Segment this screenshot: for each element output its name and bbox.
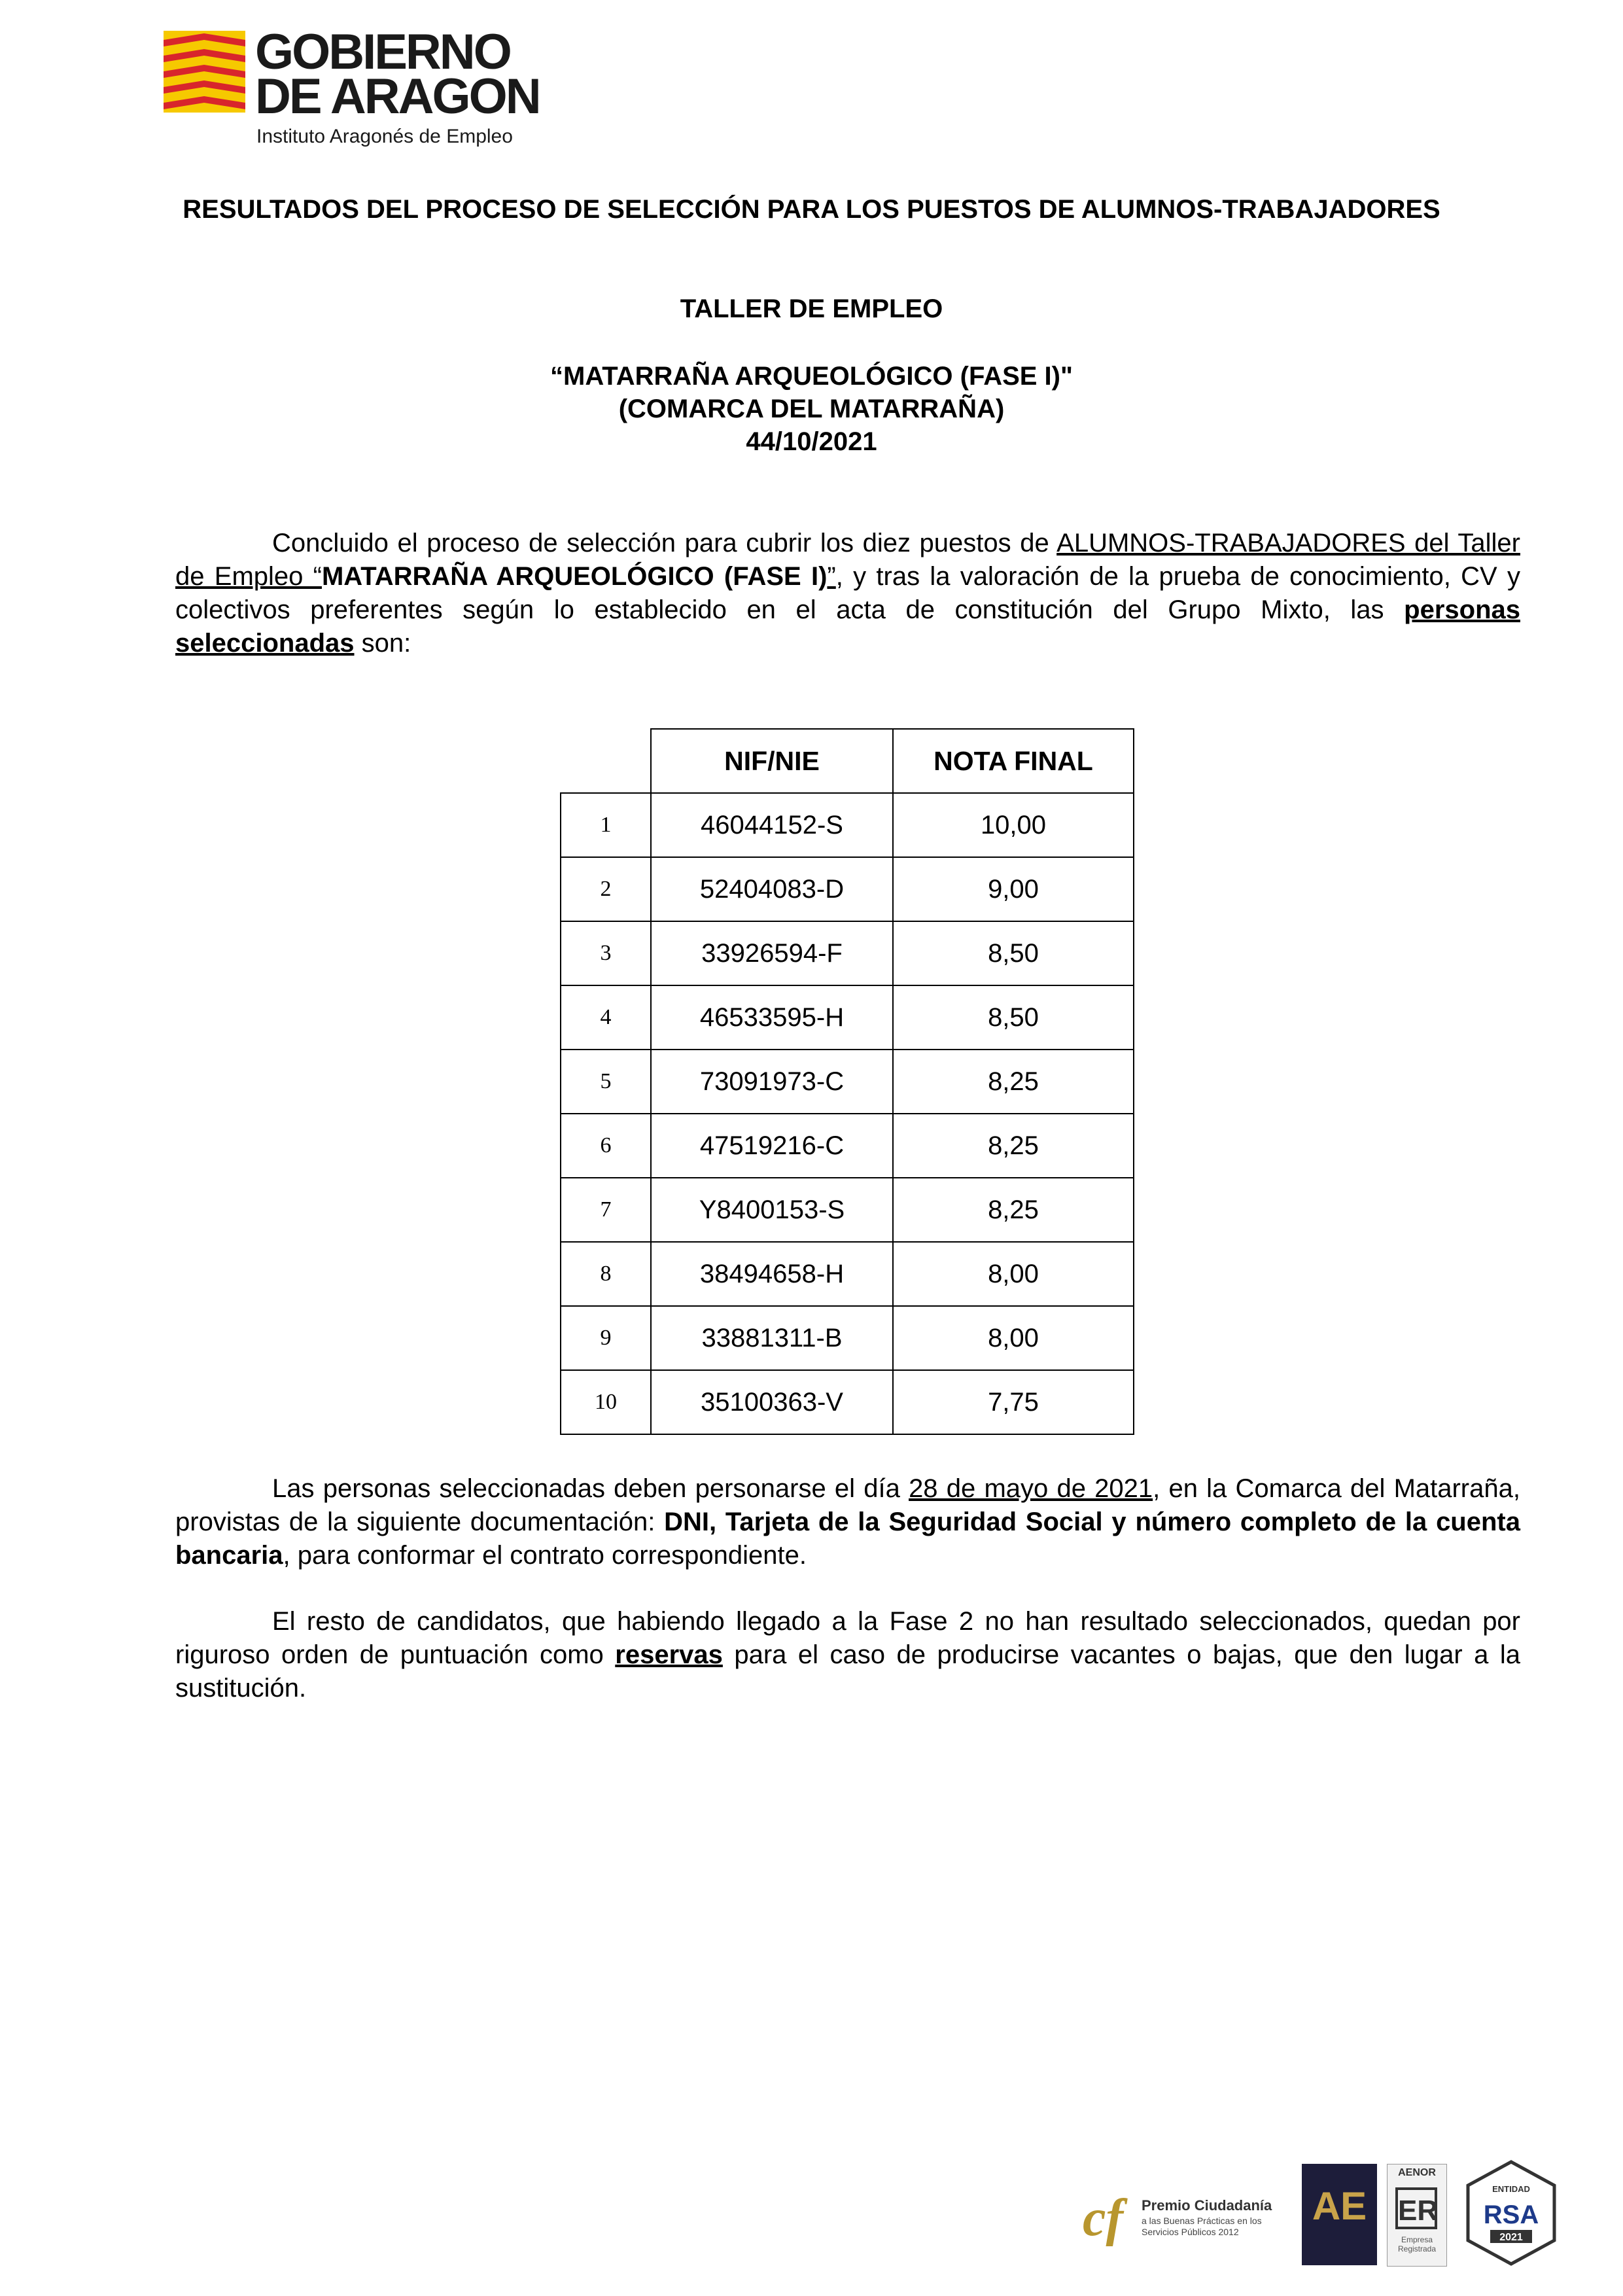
intro-selected-people: personas seleccionadas xyxy=(175,595,1520,658)
premio-subtitle: a las Buenas Prácticas en los Servicios Públicos 2012 xyxy=(1142,2216,1262,2237)
table-row xyxy=(561,857,1134,921)
row-number: 7 xyxy=(561,1178,651,1242)
row-nota: 9,00 xyxy=(893,857,1134,921)
program-type: TALLER DE EMPLEO xyxy=(680,294,943,323)
table-header-empty xyxy=(561,729,651,793)
row-nota: 8,50 xyxy=(893,921,1134,985)
rsa-year: 2021 xyxy=(1499,2232,1523,2243)
row-number: 6 xyxy=(561,1114,651,1178)
required-documents: DNI, Tarjeta de la Seguridad Social y número completo de la cuenta bancaria xyxy=(175,1508,1520,1570)
results-table xyxy=(560,728,1134,1435)
region: (COMARCA DEL MATARRAÑA) xyxy=(618,395,1005,423)
table-header-nif: NIF/NIE xyxy=(651,729,893,793)
row-nota: 8,25 xyxy=(893,1050,1134,1114)
table-row xyxy=(561,1050,1134,1114)
row-nota: 8,25 xyxy=(893,1114,1134,1178)
intro-project-bold: MATARRAÑA ARQUEOLÓGICO (FASE I) xyxy=(321,562,828,591)
table-row xyxy=(561,1306,1134,1370)
row-nota: 8,00 xyxy=(893,1242,1134,1306)
premio-ciudadania-logo xyxy=(1083,2189,1292,2251)
intro-text-1: Concluido el proceso de selección para cubrir los diez puestos de xyxy=(272,529,1057,557)
intro-text-2: , y tras la valoración de la prueba de conocimiento, CV y colectivos preferentes según lo establecido en el acta de constitución del Grupo Mixto, las xyxy=(175,562,1520,624)
logo-subtitle: Instituto Aragonés de Empleo xyxy=(256,126,513,147)
row-number: 8 xyxy=(561,1242,651,1306)
file-number: 44/10/2021 xyxy=(746,427,877,456)
logo-line2: DE ARAGON xyxy=(255,69,540,124)
intro-text-3: son: xyxy=(354,629,411,658)
aenor-title: AENOR xyxy=(1398,2167,1436,2178)
para2-text-3: , para conformar el contrato correspondiente. xyxy=(283,1541,807,1570)
row-number: 1 xyxy=(561,793,651,857)
table-row xyxy=(561,793,1134,857)
row-nif: 52404083-D xyxy=(651,857,893,921)
gobierno-aragon-logo xyxy=(164,24,556,158)
reserves-paragraph xyxy=(175,1605,1520,1705)
intro-underlined-1: ALUMNOS-TRABAJADORES del Taller de Empleo “ xyxy=(175,529,1520,591)
appointment-date: 28 de mayo de 2021 xyxy=(909,1474,1153,1503)
aenor-er-mark: ER xyxy=(1395,2187,1437,2229)
row-number: 4 xyxy=(561,985,651,1050)
excellence-seal-logo xyxy=(1302,2164,1377,2265)
row-nif: Y8400153-S xyxy=(651,1178,893,1242)
intro-paragraph xyxy=(175,527,1520,660)
row-nif: 33881311-B xyxy=(651,1306,893,1370)
reserves-word: reservas xyxy=(615,1640,723,1669)
table-row xyxy=(561,1178,1134,1242)
aragon-flag-icon xyxy=(164,31,245,113)
logo-line1: GOBIERNO xyxy=(255,24,510,80)
row-number: 10 xyxy=(561,1370,651,1434)
intro-underlined-2: ” xyxy=(827,562,836,591)
row-nota: 8,50 xyxy=(893,985,1134,1050)
table-header-row xyxy=(561,729,1134,793)
premio-title: Premio Ciudadanía xyxy=(1142,2197,1272,2214)
table-row xyxy=(561,985,1134,1050)
premio-cf-mark: cf xyxy=(1083,2189,1124,2247)
rsa-top-text: ENTIDAD xyxy=(1492,2184,1530,2194)
row-nif: 47519216-C xyxy=(651,1114,893,1178)
footer-logos xyxy=(1083,2156,1567,2270)
table-row xyxy=(561,1114,1134,1178)
rsa-text: RSA xyxy=(1483,2200,1539,2229)
rsa-seal-icon xyxy=(1459,2159,1563,2267)
aenor-subtitle: Empresa Registrada xyxy=(1397,2235,1437,2253)
table-row xyxy=(561,1242,1134,1306)
table-body xyxy=(561,793,1134,1434)
row-number: 9 xyxy=(561,1306,651,1370)
row-nota: 7,75 xyxy=(893,1370,1134,1434)
row-nota: 8,25 xyxy=(893,1178,1134,1242)
row-nif: 33926594-F xyxy=(651,921,893,985)
row-nif: 35100363-V xyxy=(651,1370,893,1434)
row-nif: 38494658-H xyxy=(651,1242,893,1306)
row-nota: 8,00 xyxy=(893,1306,1134,1370)
table-header-nota: NOTA FINAL xyxy=(893,729,1134,793)
para3-text-1: El resto de candidatos, que habiendo llegado a la Fase 2 no han resultado seleccionados, quedan por riguroso orden de puntuación como xyxy=(175,1607,1520,1669)
documentation-paragraph xyxy=(175,1472,1520,1572)
row-nif: 73091973-C xyxy=(651,1050,893,1114)
project-name: “MATARRAÑA ARQUEOLÓGICO (FASE I)" xyxy=(550,362,1073,391)
row-number: 2 xyxy=(561,857,651,921)
para3-text-2: para el caso de producirse vacantes o bajas, que den lugar a la sustitución. xyxy=(175,1640,1520,1703)
row-number: 3 xyxy=(561,921,651,985)
para2-text-2: , en la Comarca del Matarraña, provistas de la siguiente documentación: xyxy=(175,1474,1520,1536)
row-nif: 46533595-H xyxy=(651,985,893,1050)
row-nif: 46044152-S xyxy=(651,793,893,857)
table-row xyxy=(561,921,1134,985)
ae-mark: AE xyxy=(1312,2184,1367,2228)
para2-text-1: Las personas seleccionadas deben personarse el día xyxy=(272,1474,909,1503)
row-number: 5 xyxy=(561,1050,651,1114)
row-nota: 10,00 xyxy=(893,793,1134,857)
table-row xyxy=(561,1370,1134,1434)
aenor-logo xyxy=(1387,2164,1447,2267)
document-title: RESULTADOS DEL PROCESO DE SELECCIÓN PARA LOS PUESTOS DE ALUMNOS-TRABAJADORES xyxy=(183,195,1440,224)
